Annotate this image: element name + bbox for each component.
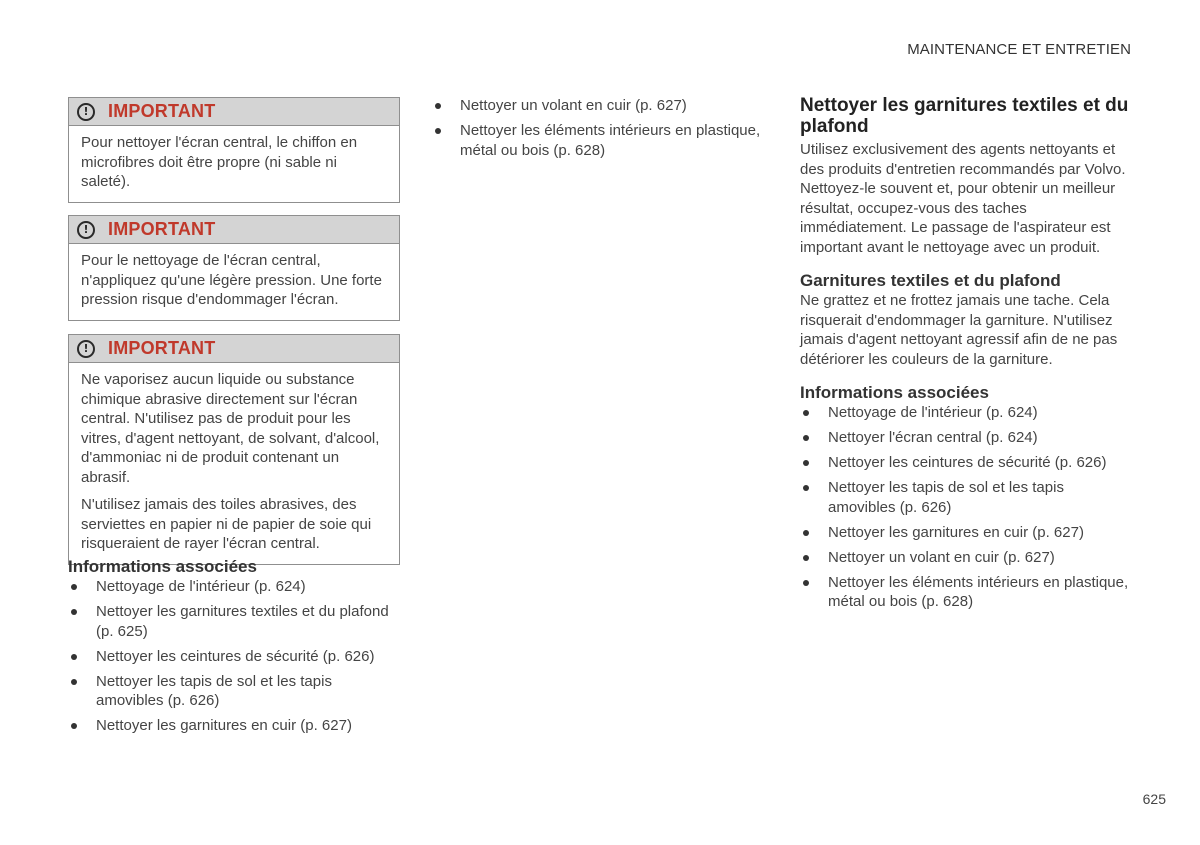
note-paragraph: Pour le nettoyage de l'écran central, n'appliquez qu'une légère pression. Une forte pression risque d'endommager l'écran. (81, 252, 382, 308)
note-paragraph: Ne vaporisez aucun liquide ou substance chimique abrasive directement sur l'écran central. N'utilisez pas de produit pour les vitres, d'agent nettoyant, de solvant, d'alcool, d'ammoniac ni de produit contenant un abrasif. (81, 371, 380, 486)
exclamation-circle-icon: ! (77, 103, 95, 121)
related-link[interactable]: Nettoyer les garnitures en cuir (p. 627) (68, 716, 400, 736)
related-link[interactable]: Nettoyer les garnitures en cuir (p. 627) (800, 523, 1134, 543)
related-link[interactable]: Nettoyer les éléments intérieurs en plastique, métal ou bois (p. 628) (432, 121, 770, 160)
related-info-heading: Informations associées (800, 383, 989, 402)
related-link[interactable]: Nettoyer les garnitures textiles et du plafond (p. 625) (68, 602, 400, 641)
related-link[interactable]: Nettoyer les tapis de sol et les tapis amovibles (p. 626) (68, 672, 400, 711)
note-paragraph: Pour nettoyer l'écran central, le chiffon en microfibres doit être propre (ni sable ni saleté). (81, 134, 358, 190)
related-info-section (68, 557, 400, 741)
exclamation-circle-icon: ! (77, 221, 95, 239)
related-link[interactable]: Nettoyage de l'intérieur (p. 624) (68, 577, 400, 597)
note-title: IMPORTANT (108, 101, 216, 121)
section-header-title: MAINTENANCE ET ENTRETIEN (907, 41, 1131, 58)
related-link[interactable]: Nettoyer les éléments intérieurs en plastique, métal ou bois (p. 628) (800, 573, 1134, 612)
middle-column (432, 96, 770, 166)
note-body (69, 126, 399, 202)
note-header (69, 216, 399, 244)
important-note (68, 97, 400, 203)
related-links-list (68, 577, 400, 736)
subsection-heading: Garnitures textiles et du plafond (800, 271, 1061, 290)
related-link[interactable]: Nettoyer les tapis de sol et les tapis amovibles (p. 626) (800, 478, 1134, 517)
note-header (69, 98, 399, 126)
note-header (69, 335, 399, 363)
related-link[interactable]: Nettoyer un volant en cuir (p. 627) (800, 548, 1134, 568)
section-title: Nettoyer les garnitures textiles et du plafond (800, 95, 1129, 137)
related-link[interactable]: Nettoyer les ceintures de sécurité (p. 626) (68, 647, 400, 667)
exclamation-circle-icon: ! (77, 340, 95, 358)
subsection-paragraph: Ne grattez et ne frottez jamais une tache. Cela risquerait d'endommager la garniture. N'utilisez jamais d'agent nettoyant agressif afin de ne pas détériorer les couleurs de la garniture. (800, 292, 1118, 368)
right-column (800, 95, 1134, 617)
intro-paragraph: Utilisez exclusivement des agents nettoyants et des produits d'entretien recommandés par Volvo. Nettoyez-le souvent et, pour obtenir un meilleur résultat, occupez-vous des taches immédiatement. Le passage de l'aspirateur est important avant le nettoyage avec un produit. (800, 141, 1126, 256)
related-link[interactable]: Nettoyer un volant en cuir (p. 627) (432, 96, 770, 116)
related-links-list (800, 403, 1134, 612)
related-links-list-continued (432, 96, 770, 160)
related-link[interactable]: Nettoyage de l'intérieur (p. 624) (800, 403, 1134, 423)
related-info-heading: Informations associées (68, 557, 257, 576)
note-title: IMPORTANT (108, 338, 216, 358)
important-note (68, 334, 400, 565)
note-body (69, 363, 399, 564)
note-title: IMPORTANT (108, 219, 216, 239)
important-note (68, 215, 400, 321)
related-link[interactable]: Nettoyer les ceintures de sécurité (p. 626) (800, 453, 1134, 473)
note-body (69, 244, 399, 320)
note-paragraph: N'utilisez jamais des toiles abrasives, des serviettes en papier ni de papier de soie qui risqueraient de rayer l'écran central. (81, 496, 372, 552)
related-link[interactable]: Nettoyer l'écran central (p. 624) (800, 428, 1134, 448)
page-number: 625 (1142, 791, 1166, 807)
